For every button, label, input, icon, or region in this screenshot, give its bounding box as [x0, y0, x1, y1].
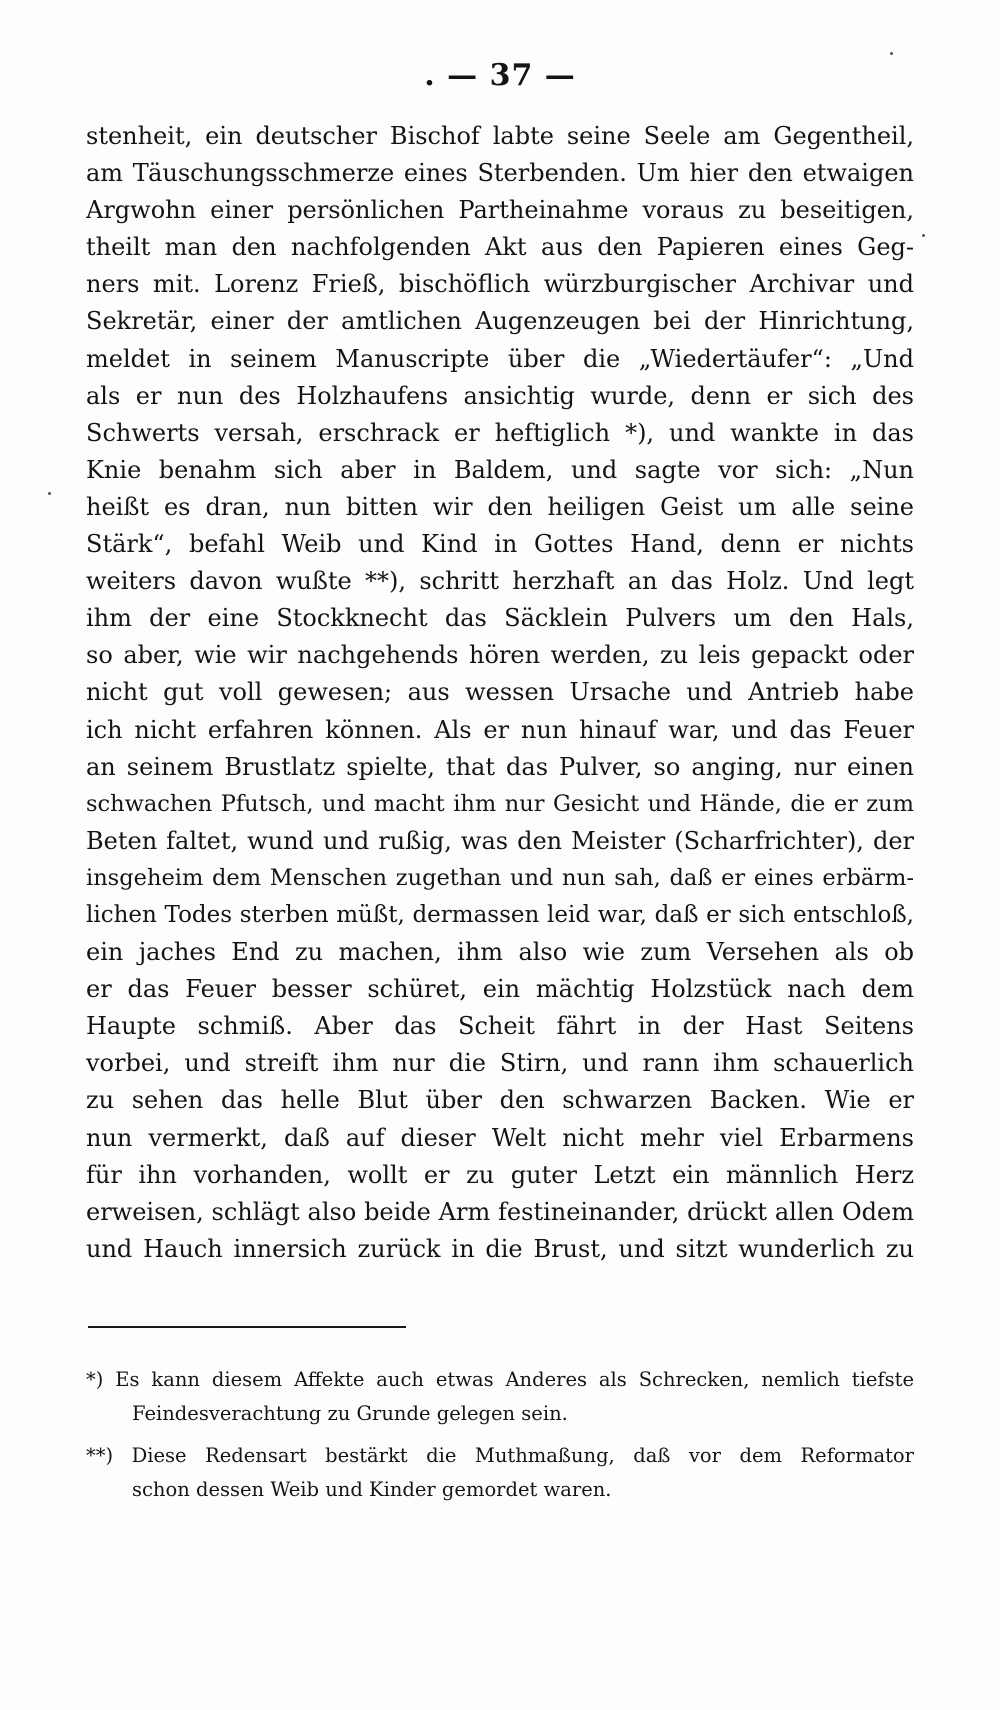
text-line: stenheit, ein deutscher Bischof labte seine Seele am Gegentheil,: [86, 122, 914, 150]
text-line: heißt es dran, nun bitten wir den heiligen Geist um alle seine: [86, 492, 914, 521]
text-line: er das Feuer besser schüret, ein mächtig Holzstück nach dem: [86, 975, 914, 1004]
text-line: und Hauch innersich zurück in die Brust, und sitzt wunderlich zu: [86, 1234, 914, 1263]
text-line: weiters davon wußte **), schritt herzhaft an das Holz. Und legt: [86, 567, 914, 596]
text-line: so aber, wie wir nachgehends hören werden, zu leis gepackt oder: [86, 641, 914, 670]
text-line: nicht gut voll gewesen; aus wessen Ursache und Antrieb habe: [86, 678, 914, 707]
text-line: zu sehen das helle Blut über den schwarzen Backen. Wie er: [86, 1086, 914, 1115]
text-line: theilt man den nachfolgenden Akt aus den Papieren eines Geg-: [86, 233, 914, 262]
text-line: am Täuschungsschmerze eines Sterbenden. Um hier den etwaigen: [86, 159, 914, 188]
paper-speck: [48, 492, 51, 495]
text-line: Schwerts versah, erschrack er heftiglich *), und wankte in das: [86, 418, 914, 447]
page-number: . — 37 —: [424, 58, 576, 93]
text-line: Stärk“, befahl Weib und Kind in Gottes Hand, denn er nichts: [86, 530, 914, 559]
body-text: [86, 118, 914, 1268]
text-line: Argwohn einer persönlichen Partheinahme voraus zu beseitigen,: [86, 196, 914, 225]
text-line: ihm der eine Stockknecht das Säcklein Pulvers um den Hals,: [86, 604, 914, 633]
footnote-2-line-2: schon dessen Weib und Kinder gemordet waren.: [132, 1478, 612, 1501]
paper-speck: [922, 234, 925, 237]
footnote-1-line-2: Feindesverachtung zu Grunde gelegen sein.: [132, 1402, 568, 1425]
text-line: insgeheim dem Menschen zugethan und nun sah, daß er eines erbärm-: [86, 864, 914, 891]
text-line: nun vermerkt, daß auf dieser Welt nicht mehr viel Erbarmens: [86, 1123, 914, 1152]
text-line: an seinem Brustlatz spielte, that das Pulver, so anging, nur einen: [86, 752, 914, 781]
text-line: als er nun des Holzhaufens ansichtig wurde, denn er sich des: [86, 381, 914, 410]
text-line: vorbei, und streift ihm nur die Stirn, und rann ihm schauerlich: [86, 1049, 914, 1078]
text-line: für ihn vorhanden, wollt er zu guter Letzt ein männlich Herz: [86, 1160, 914, 1189]
text-line: ein jaches End zu machen, ihm also wie zum Versehen als ob: [86, 938, 914, 967]
text-line: schwachen Pfutsch, und macht ihm nur Gesicht und Hände, die er zum: [86, 790, 914, 817]
footnote-1-line-1: *) Es kann diesem Affekte auch etwas Anderes als Schrecken, nemlich tiefste: [86, 1368, 914, 1391]
text-line: Knie benahm sich aber in Baldem, und sagte vor sich: „Nun: [86, 455, 914, 484]
paper-speck: [890, 52, 893, 55]
text-line: Haupte schmiß. Aber das Scheit fährt in der Hast Seitens: [86, 1012, 914, 1041]
footnotes: [86, 1363, 914, 1507]
text-line: ners mit. Lorenz Frieß, bischöflich würzburgischer Archivar und: [86, 270, 914, 299]
text-line: ich nicht erfahren können. Als er nun hinauf war, und das Feuer: [86, 715, 914, 744]
text-line: Sekretär, einer der amtlichen Augenzeugen bei der Hinrichtung,: [86, 307, 914, 336]
footnote-divider: [88, 1326, 406, 1328]
footnote-2-line-1: **) Diese Redensart bestärkt die Muthmaßung, daß vor dem Reformator: [86, 1444, 914, 1467]
text-line: erweisen, schlägt also beide Arm festineinander, drückt allen Odem: [86, 1197, 914, 1226]
text-line: lichen Todes sterben müßt, dermassen leid war, daß er sich entschloß,: [86, 901, 914, 928]
text-line: meldet in seinem Manuscripte über die „Wiedertäufer“: „Und: [86, 344, 914, 373]
text-line: Beten faltet, wund und rußig, was den Meister (Scharfrichter), der: [86, 826, 914, 855]
